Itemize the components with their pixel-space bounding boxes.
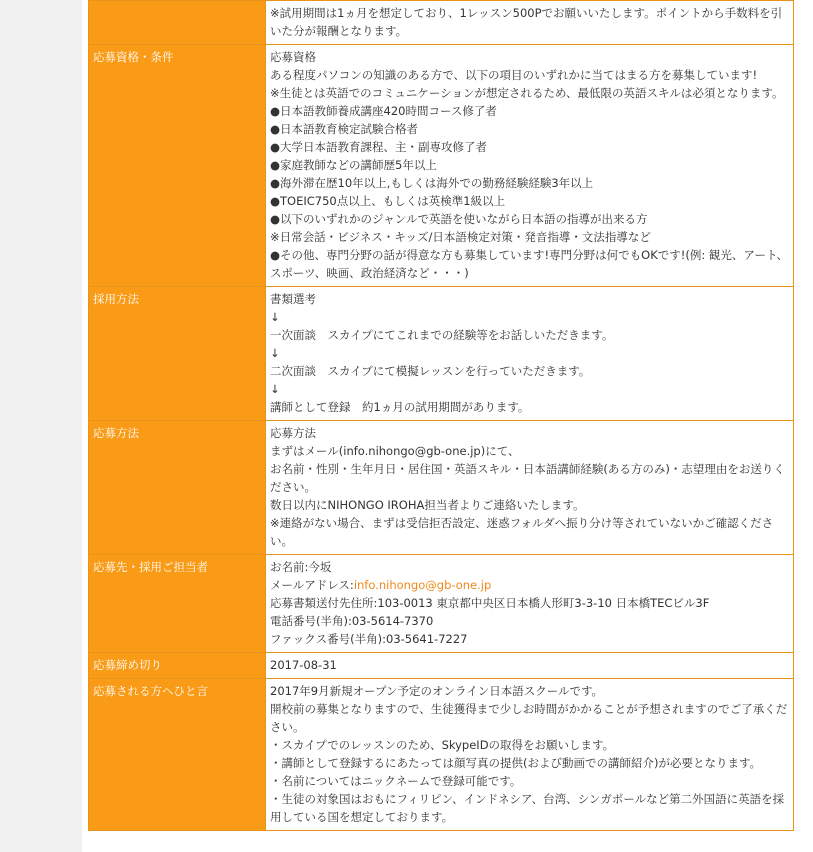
row-label bbox=[89, 1, 266, 45]
value-line: 2017-08-31 bbox=[270, 658, 337, 672]
value-line: 応募資格 bbox=[270, 50, 316, 64]
value-line: ※試用期間は1ヵ月を想定しており、1レッスン500Pでお願いいたします。ポイントから手数料を引いた分が報酬となります。 bbox=[270, 6, 783, 38]
contact-mail-line bbox=[270, 576, 789, 594]
row-value bbox=[266, 679, 794, 831]
row-value bbox=[266, 1, 794, 45]
value-line: ・スカイプでのレッスンのため、SkypeIDの取得をお願いします。 bbox=[270, 738, 615, 752]
content-panel bbox=[82, 0, 813, 852]
value-line: ●以下のいずれかのジャンルで英語を使いながら日本語の指導が出来る方 bbox=[270, 212, 648, 226]
value-line: ↓ bbox=[270, 310, 280, 324]
value-line: 数日以内にNIHONGO IROHA担当者よりご連絡いたします。 bbox=[270, 498, 585, 512]
value-line: 応募方法 bbox=[270, 426, 316, 440]
contact-email-link[interactable]: info.nihongo@gb-one.jp bbox=[353, 578, 492, 592]
row-value bbox=[266, 45, 794, 287]
job-details-body bbox=[89, 1, 794, 831]
row-value bbox=[266, 555, 794, 653]
row-deadline bbox=[89, 653, 794, 679]
value-line: ※日常会話・ビジネス・キッズ/日本語検定対策・発音指導・文法指導など bbox=[270, 230, 651, 244]
row-message bbox=[89, 679, 794, 831]
row-contact bbox=[89, 555, 794, 653]
value-line: 書類選考 bbox=[270, 292, 316, 306]
value-line: ある程度パソコンの知識のある方で、以下の項目のいずれかに当てはまる方を募集しています! bbox=[270, 68, 758, 82]
value-line: ↓ bbox=[270, 346, 280, 360]
value-line: まずはメール(info.nihongo@gb-one.jp)にて、 bbox=[270, 444, 520, 458]
contact-mail-label: メールアドレス: bbox=[270, 578, 354, 592]
value-line: ↓ bbox=[270, 382, 280, 396]
value-line: ※連絡がない場合、まずは受信拒否設定、迷惑フォルダへ振り分け等されていないかご確認ください。 bbox=[270, 516, 774, 548]
row-trial-note bbox=[89, 1, 794, 45]
row-value bbox=[266, 421, 794, 555]
value-line: ●日本語教育検定試験合格者 bbox=[270, 122, 419, 136]
row-label: 応募方法 bbox=[89, 421, 266, 555]
value-line: 2017年9月新規オープン予定のオンライン日本語スクールです。 bbox=[270, 684, 604, 698]
row-label: 応募先・採用ご担当者 bbox=[89, 555, 266, 653]
row-value bbox=[266, 287, 794, 421]
row-label: 応募される方へひと言 bbox=[89, 679, 266, 831]
value-line: ・名前についてはニックネームで登録可能です。 bbox=[270, 774, 522, 788]
row-how-to-apply bbox=[89, 421, 794, 555]
job-details-table bbox=[88, 0, 794, 831]
value-line: ●TOEIC750点以上、もしくは英検準1級以上 bbox=[270, 194, 506, 208]
contact-fax: ファックス番号(半角):03-5641-7227 bbox=[270, 632, 468, 646]
value-line: ・講師として登録するにあたっては顔写真の提供(および動画での講師紹介)が必要となります。 bbox=[270, 756, 762, 770]
row-qualifications bbox=[89, 45, 794, 287]
value-line: ●海外滞在歴10年以上,もしくは海外での勤務経験経験3年以上 bbox=[270, 176, 594, 190]
contact-name: お名前:今坂 bbox=[270, 560, 332, 574]
value-line: ●その他、専門分野の話が得意な方も募集しています!専門分野は何でもOKです!(例: 観光、アート、スポーツ、映画、政治経済など・・・) bbox=[270, 248, 788, 280]
value-line: ・生徒の対象国はおもにフィリピン、インドネシア、台湾、シンガポールなど第二外国語に英語を採用している国を想定しております。 bbox=[270, 792, 785, 824]
value-line: 二次面談 スカイプにて模擬レッスンを行っていただきます。 bbox=[270, 364, 591, 378]
value-line: 一次面談 スカイプにてこれまでの経験等をお話しいただきます。 bbox=[270, 328, 614, 342]
row-value bbox=[266, 653, 794, 679]
value-line: ●家庭教師などの講師歴5年以上 bbox=[270, 158, 437, 172]
value-line: ●大学日本語教育課程、主・副専攻修了者 bbox=[270, 140, 488, 154]
row-selection-process bbox=[89, 287, 794, 421]
value-line: お名前・性別・生年月日・居住国・英語スキル・日本語講師経験(ある方のみ)・志望理由をお送りください。 bbox=[270, 462, 785, 494]
value-line: ※生徒とは英語でのコミュニケーションが想定されるため、最低限の英語スキルは必須となります。 bbox=[270, 86, 784, 100]
value-line: ●日本語教師養成講座420時間コース修了者 bbox=[270, 104, 497, 118]
contact-phone: 電話番号(半角):03-5614-7370 bbox=[270, 614, 434, 628]
row-label: 採用方法 bbox=[89, 287, 266, 421]
row-label: 応募締め切り bbox=[89, 653, 266, 679]
value-line: 開校前の募集となりますので、生徒獲得まで少しお時間がかかることが予想されますのでご了承ください。 bbox=[270, 702, 788, 734]
value-line: 講師として登録 約1ヵ月の試用期間があります。 bbox=[270, 400, 530, 414]
contact-address: 応募書類送付先住所:103-0013 東京都中央区日本橋人形町3-3-10 日本橋TECビル3F bbox=[270, 596, 710, 610]
row-label: 応募資格・条件 bbox=[89, 45, 266, 287]
